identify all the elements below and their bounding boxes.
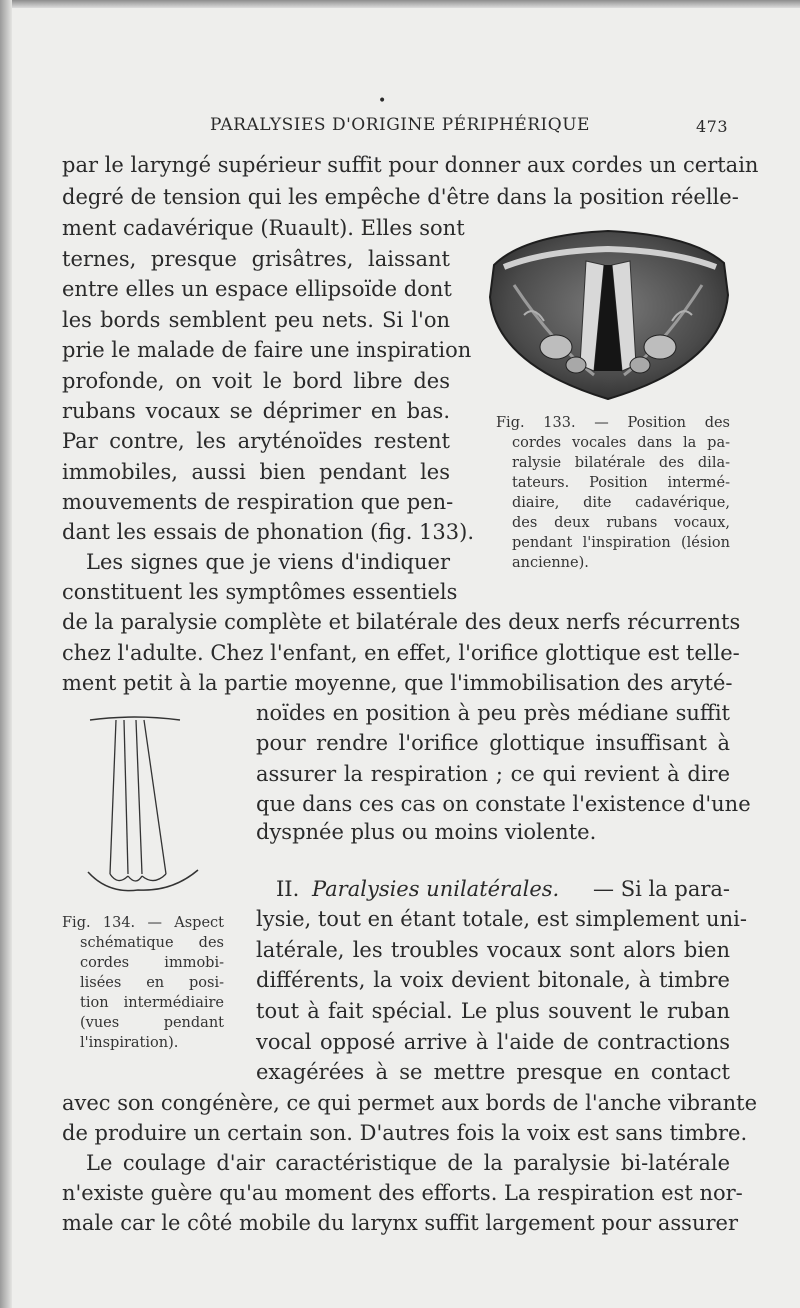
text-line: noïdes en position à peu près médiane suffit <box>256 701 730 725</box>
text-line: Le coulage d'air caractéristique de la paralysie bi-latérale <box>86 1151 730 1175</box>
caption-line: ralysie bilatérale des dila- <box>512 455 730 471</box>
figure-133 <box>484 225 732 403</box>
caption-line: l'inspiration). <box>80 1035 179 1051</box>
text-line: vocal opposé arrive à l'aide de contractions <box>256 1030 730 1054</box>
caption-line: Fig. 134. — Aspect <box>62 915 224 931</box>
page-number: 473 <box>695 117 728 136</box>
text-line: rubans vocaux se déprimer en bas. <box>62 399 450 423</box>
text-line: chez l'adulte. Chez l'enfant, en effet, l'orifice glottique est telle- <box>62 641 740 665</box>
text-line: prie le malade de faire une inspiration <box>62 338 472 362</box>
section-number: II. <box>276 877 300 901</box>
larynx-engraving-image <box>484 225 732 403</box>
text-line: immobiles, aussi bien pendant les <box>62 460 450 484</box>
text-line: assurer la respiration ; ce qui revient à dire <box>256 762 730 786</box>
vocal-cords-diagram <box>84 708 204 898</box>
caption-line: schématique des <box>80 935 224 951</box>
caption-line: Fig. 133. — Position des <box>496 415 730 431</box>
text-line: n'existe guère qu'au moment des efforts. La respiration est nor- <box>62 1181 743 1205</box>
text-line: pour rendre l'orifice glottique insuffisant à <box>256 731 730 755</box>
section-heading-line <box>276 874 730 904</box>
header-mark: • <box>378 93 387 109</box>
text-line: dyspnée plus ou moins violente. <box>256 820 597 844</box>
text-line: tout à fait spécial. Le plus souvent le ruban <box>256 999 730 1023</box>
text-line: de la paralysie complète et bilatérale des deux nerfs récurrents <box>62 610 741 634</box>
text-line: Les signes que je viens d'indiquer <box>86 550 450 574</box>
text-line: ment petit à la partie moyenne, que l'immobilisation des aryté- <box>62 671 733 695</box>
text-line: ternes, presque grisâtres, laissant <box>62 247 450 271</box>
text-line: entre elles un espace ellipsoïde dont <box>62 277 452 301</box>
caption-line: diaire, dite cadavérique, <box>512 495 730 511</box>
running-header <box>60 93 740 141</box>
text-line: ment cadavérique (Ruault). Elles sont <box>62 216 465 240</box>
page-edge-shadow <box>0 0 800 8</box>
text-line: avec son congénère, ce qui permet aux bords de l'anche vibrante <box>62 1091 758 1115</box>
text-line: latérale, les troubles vocaux sont alors bien <box>256 938 730 962</box>
text-line: de produire un certain son. D'autres fois la voix est sans timbre. <box>62 1121 748 1145</box>
caption-line: (vues pendant <box>80 1015 224 1031</box>
text-line: male car le côté mobile du larynx suffit largement pour assurer <box>62 1211 738 1235</box>
caption-line: tateurs. Position intermé- <box>512 475 730 491</box>
text-line: exagérées à se mettre presque en contact <box>256 1060 730 1084</box>
text-line: mouvements de respiration que pen- <box>62 490 454 514</box>
caption-line: cordes vocales dans la pa- <box>512 435 730 451</box>
text-line: que dans ces cas on constate l'existence d'une <box>256 792 751 816</box>
caption-line: ancienne). <box>512 555 589 571</box>
section-title: Paralysies unilatérales. <box>311 877 560 901</box>
text-line: les bords semblent peu nets. Si l'on <box>62 308 450 332</box>
text-line: degré de tension qui les empêche d'être dans la position réelle- <box>62 185 739 209</box>
caption-line: pendant l'inspiration (lésion <box>512 535 730 551</box>
text-line: dant les essais de phonation (fig. 133). <box>62 520 475 544</box>
caption-line: cordes immobi- <box>80 955 224 971</box>
text-line: profonde, on voit le bord libre des <box>62 369 450 393</box>
page-binding-shadow <box>0 0 12 1308</box>
text-line: Par contre, les aryténoïdes restent <box>62 429 450 453</box>
caption-line: lisées en posi- <box>80 975 224 991</box>
caption-line: des deux rubans vocaux, <box>512 515 730 531</box>
running-title: PARALYSIES D'ORIGINE PÉRIPHÉRIQUE <box>210 115 590 135</box>
caption-line: tion intermédiaire <box>80 995 224 1011</box>
text-line: par le laryngé supérieur suffit pour donner aux cordes un certain <box>62 153 759 177</box>
text-line: lysie, tout en étant totale, est simplement uni- <box>256 907 747 931</box>
text-line: différents, la voix devient bitonale, à timbre <box>256 968 730 992</box>
text-line: constituent les symptômes essentiels <box>62 580 458 604</box>
figure-134 <box>84 708 204 898</box>
section-heading-continuation: — Si la para- <box>593 877 730 901</box>
